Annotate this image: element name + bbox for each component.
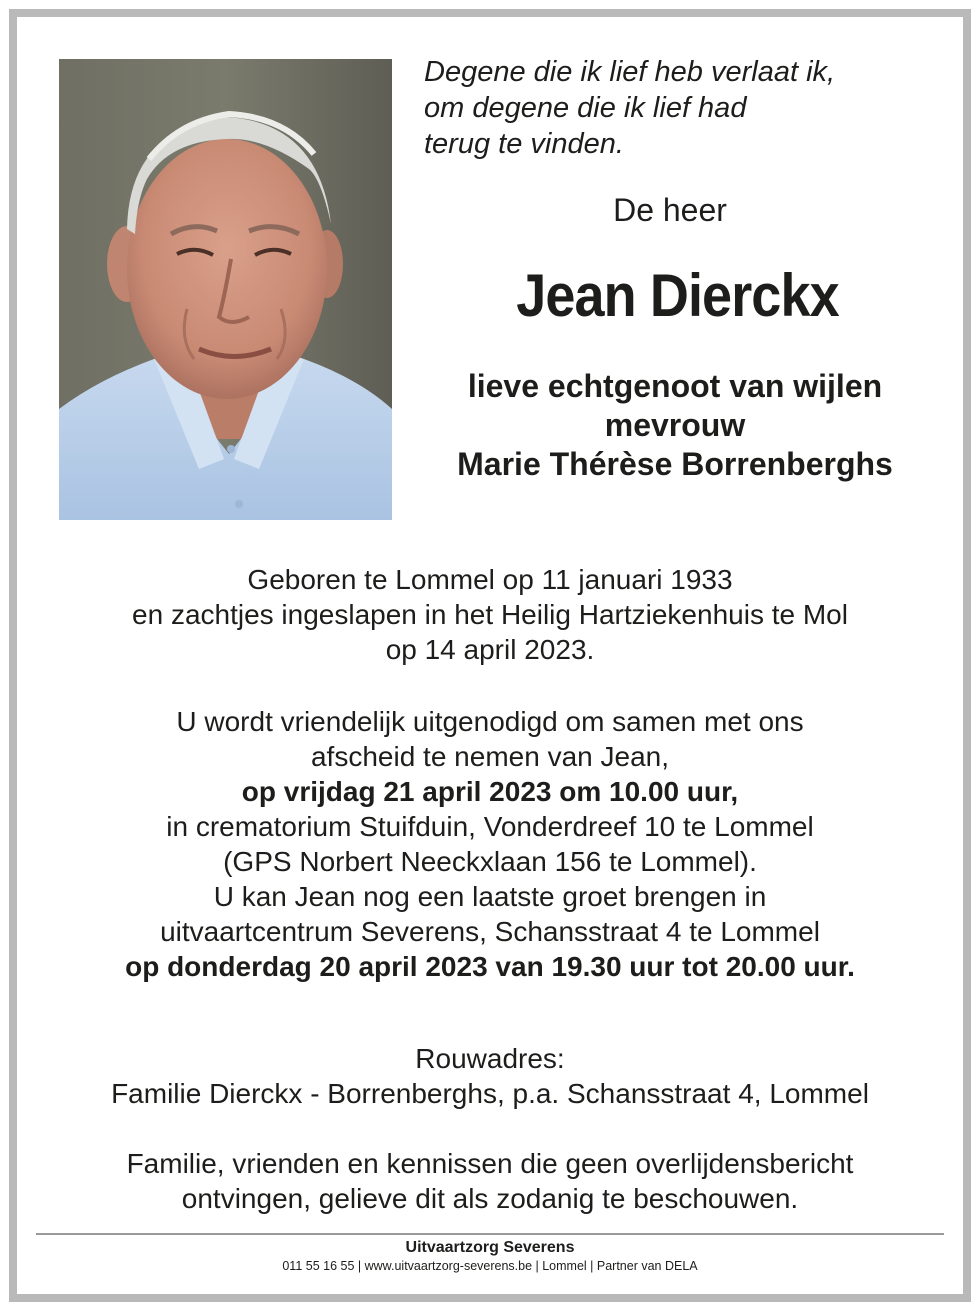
spouse-line: lieve echtgenoot van wijlen [467, 368, 883, 404]
portrait-photo [59, 59, 392, 520]
spouse-text [410, 367, 940, 484]
invite-line: afscheid te nemen van Jean, [310, 741, 669, 772]
ceremony-date: op vrijdag 21 april 2023 om 10.00 uur, [241, 776, 739, 807]
footer-divider [36, 1233, 944, 1235]
birth-death-text [20, 562, 960, 667]
address-value: Familie Dierckx - Borrenberghs, p.a. Schansstraat 4, Lommel [111, 1078, 869, 1109]
motto-line: terug te vinden. [424, 128, 624, 160]
spouse-line: mevrouw [604, 407, 746, 443]
visitation-date: op donderdag 20 april 2023 van 19.30 uur tot 20.00 uur. [125, 951, 855, 982]
invite-line: (GPS Norbert Neeckxlaan 156 te Lommel). [223, 846, 757, 877]
footer-contact: 011 55 16 55 | www.uitvaartzorg-severens.be | Lommel | Partner van DELA [282, 1259, 698, 1273]
invite-line: uitvaartcentrum Severens, Schansstraat 4 te Lommel [160, 916, 820, 947]
notice-line: Familie, vrienden en kennissen die geen overlijdensbericht [126, 1148, 854, 1179]
deceased-name: Jean Dierckx [516, 262, 839, 329]
mourning-address [20, 1041, 960, 1111]
birth-line: op 14 april 2023. [385, 634, 595, 665]
footer-company: Uitvaartzorg Severens [405, 1239, 575, 1256]
notice-text [20, 1146, 960, 1216]
salutation: De heer [613, 192, 727, 228]
invite-line: in crematorium Stuifduin, Vonderdreef 10 te Lommel [166, 811, 814, 842]
motto-line: om degene die ik lief had [424, 92, 747, 124]
motto-line: Degene die ik lief heb verlaat ik, [424, 56, 836, 88]
address-label: Rouwadres: [415, 1043, 565, 1074]
birth-line: Geboren te Lommel op 11 januari 1933 [247, 564, 733, 595]
motto-quote [424, 54, 944, 162]
spouse-line: Marie Thérèse Borrenberghs [457, 446, 893, 482]
notice-line: ontvingen, gelieve dit als zodanig te beschouwen. [181, 1183, 799, 1214]
invite-line: U kan Jean nog een laatste groet brengen in [213, 881, 767, 912]
ceremony-invitation [20, 704, 960, 984]
birth-line: en zachtjes ingeslapen in het Heilig Hartziekenhuis te Mol [132, 599, 848, 630]
invite-line: U wordt vriendelijk uitgenodigd om samen met ons [176, 706, 804, 737]
